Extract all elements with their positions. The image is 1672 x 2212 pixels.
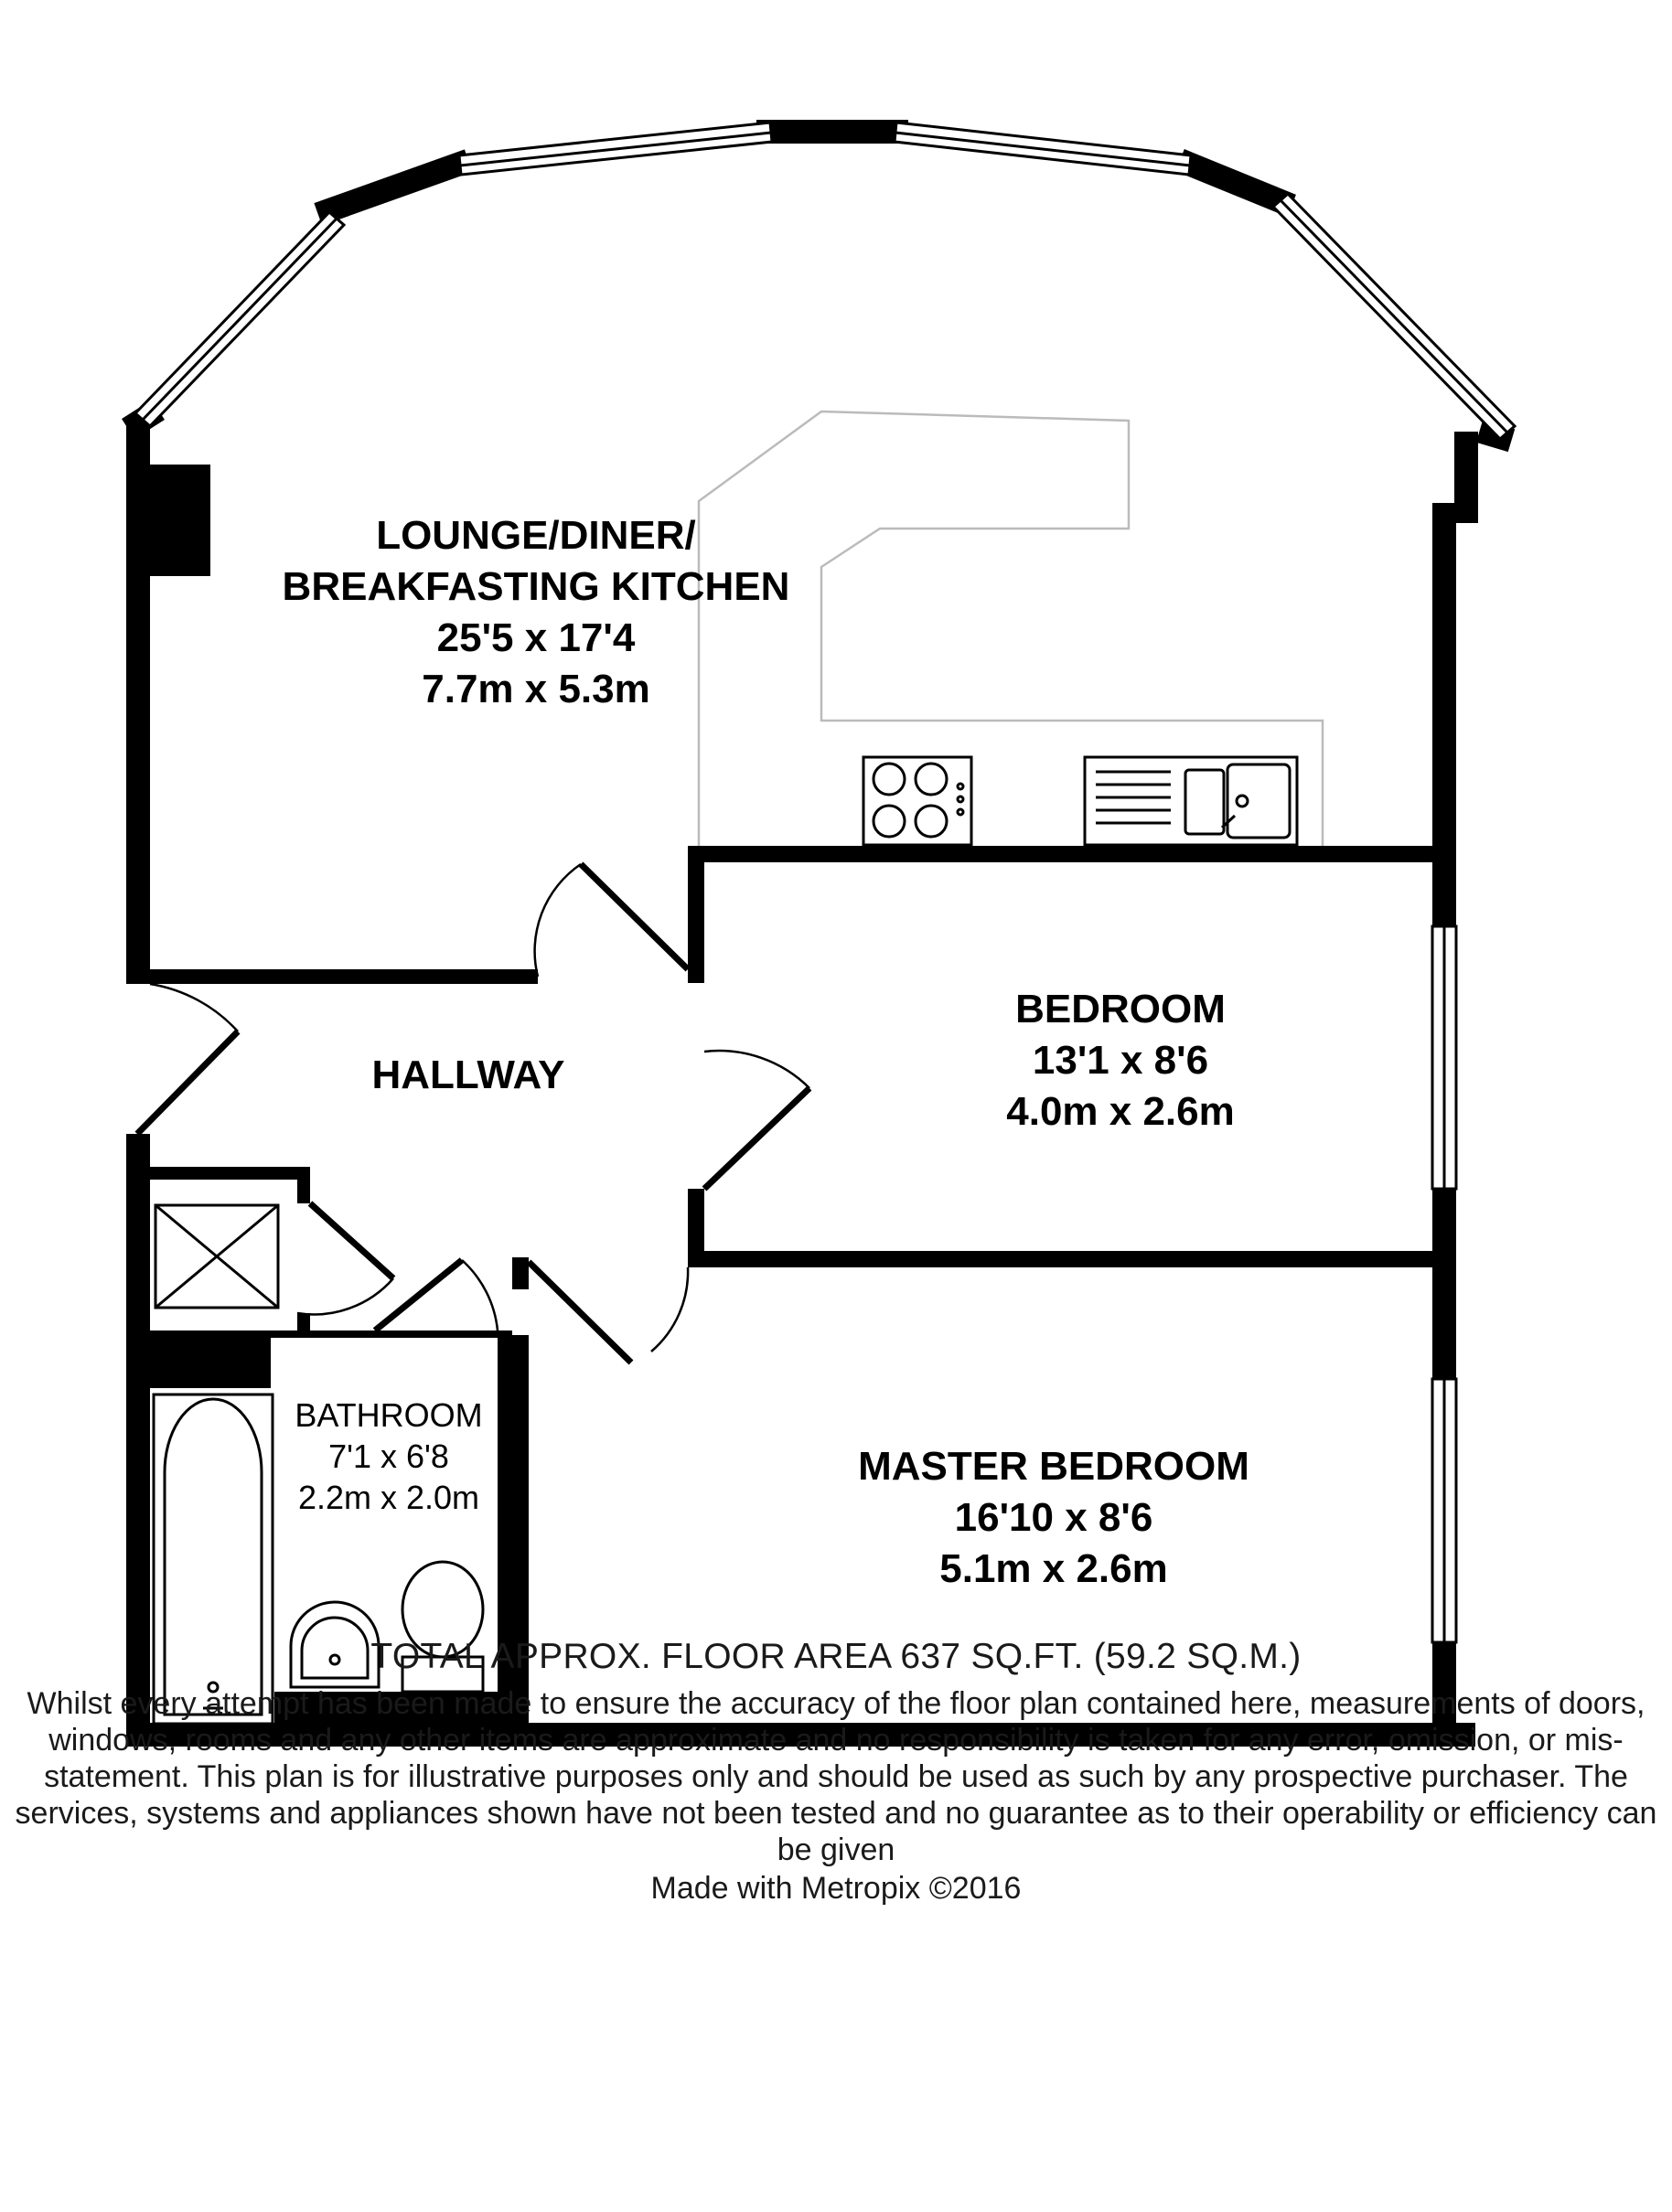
metropix-credit: Made with Metropix ©2016 xyxy=(650,1871,1022,1906)
hob-icon xyxy=(863,757,971,845)
lounge-name-line1: LOUNGE/DINER/ xyxy=(376,513,696,558)
lounge-name-line2: BREAKFASTING KITCHEN xyxy=(282,564,790,609)
lounge-imperial: 25'5 x 17'4 xyxy=(436,615,636,660)
room-bedroom-label xyxy=(1006,987,1235,1134)
doors xyxy=(137,864,809,1362)
bathroom-imperial: 7'1 x 6'8 xyxy=(328,1437,449,1475)
bedroom-imperial: 13'1 x 8'6 xyxy=(1032,1038,1209,1083)
shower-tray-icon xyxy=(155,1205,278,1308)
kitchen-counter xyxy=(699,411,1323,846)
bay-wall xyxy=(138,132,1500,437)
lounge-metric: 7.7m x 5.3m xyxy=(422,667,650,711)
bedroom-name: BEDROOM xyxy=(1015,987,1226,1031)
bedroom-metric: 4.0m x 2.6m xyxy=(1006,1089,1235,1134)
bay-windows xyxy=(135,123,1515,439)
total-floor-area: TOTAL APPROX. FLOOR AREA 637 SQ.FT. (59.2 SQ.M.) xyxy=(370,1637,1302,1676)
master-name: MASTER BEDROOM xyxy=(858,1444,1249,1489)
interior-walls xyxy=(126,846,1456,1742)
room-lounge-label xyxy=(283,513,790,711)
master-imperial: 16'10 x 8'6 xyxy=(954,1495,1153,1540)
room-master-label xyxy=(858,1444,1249,1591)
bathroom-name: BATHROOM xyxy=(295,1396,483,1434)
disclaimer-text: Whilst every attempt has been made to ensure the accuracy of the floor plan contained here, measurements of doors, windows, rooms and any other items are approximate and no responsibility is taken for any error, omission, or mis-statement. This plan is for illustrative purposes only and should be used as such by any prospective purchaser. The services, systems and appliances shown have not been tested and no guarantee as to their operability or efficiency can be given xyxy=(15,1686,1657,1867)
bathroom-metric: 2.2m x 2.0m xyxy=(297,1479,480,1516)
sink-icon xyxy=(1085,757,1297,845)
hallway-label: HALLWAY xyxy=(371,1053,565,1097)
room-bathroom-label xyxy=(295,1396,482,1516)
master-metric: 5.1m x 2.6m xyxy=(939,1546,1168,1591)
